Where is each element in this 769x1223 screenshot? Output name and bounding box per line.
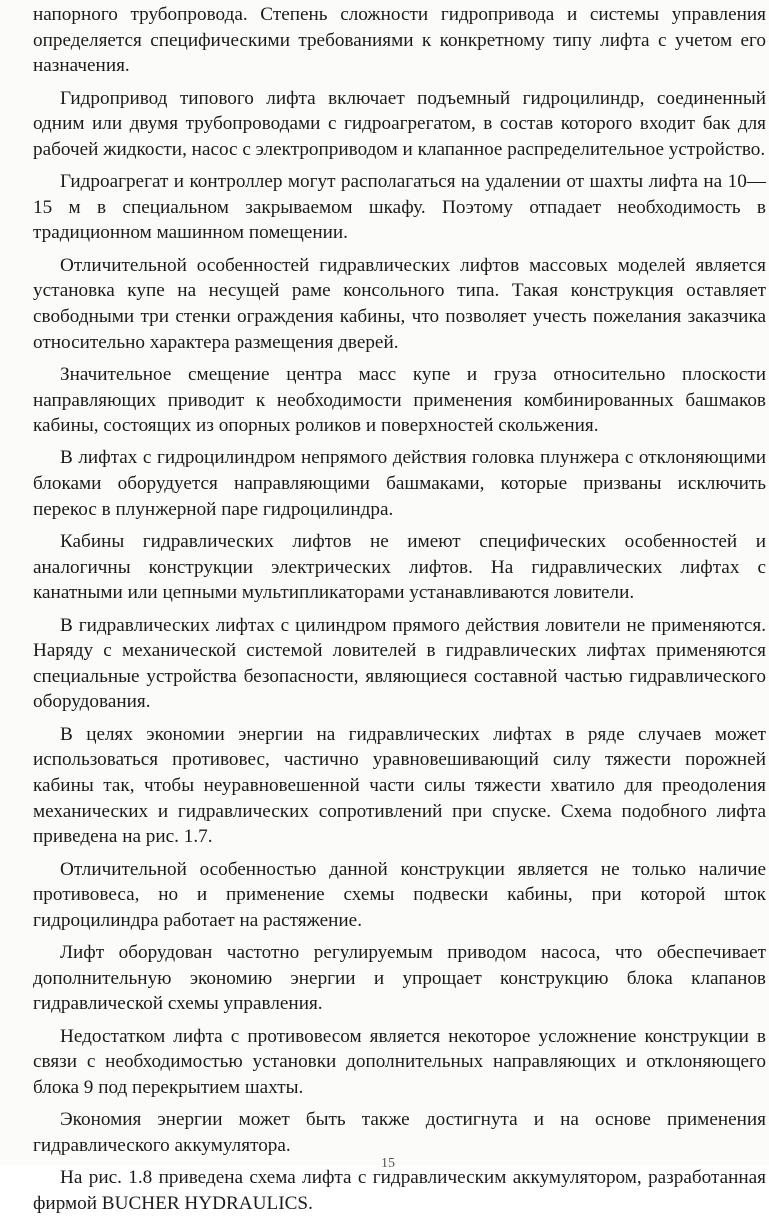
paragraph-4: Отличительной особенностей гидравлических лифтов массовых моделей является установка купе на несущей раме консольного типа. Такая конструкция оставляет свободными три стенки ограждения кабины, что позволяет учесть пожелания заказчика относительно характера размещения дверей. [33, 254, 766, 353]
paragraph-14: На рис. 1.8 приведена схема лифта с гидравлическим аккумулятором, разработанная фирмой BUCHER HYDRAULICS. [33, 1167, 766, 1214]
page-number: 15 [381, 1156, 395, 1171]
paragraph-2: Гидропривод типового лифта включает подъемный гидроцилиндр, соединенный одним или двумя трубопроводами с гидроагрегатом, в состав которого входит бак для рабочей жидкости, насос с электроприводом и клапанное распределительное устройство. [33, 87, 766, 160]
paragraph-1: напорного трубопровода. Степень сложности гидропривода и системы управления определяется специфическими требованиями к конкретному типу лифта с учетом его назначения. [33, 4, 766, 77]
body-text [33, 2, 766, 1223]
paragraph-13: Экономия энергии может быть также достигнута и на основе применения гидравлического аккумулятора. [33, 1109, 766, 1156]
paragraph-3: Гидроагрегат и контроллер могут располагаться на удалении от шахты лифта на 10—15 м в специальном закрываемом шкафу. Поэтому отпадает необходимость в традиционном машинном помещении. [33, 171, 766, 244]
paragraph-11: Лифт оборудован частотно регулируемым приводом насоса, что обеспечивает дополнительную экономию энергии и упрощает конструкцию блока клапанов гидравлической схемы управления. [33, 942, 766, 1015]
paragraph-6: В лифтах с гидроцилиндром непрямого действия головка плунжера с отклоняющими блоками оборудуется направляющими башмаками, которые призваны исключить перекос в плунжерной паре гидроцилиндра. [33, 447, 766, 520]
paragraph-12: Недостатком лифта с противовесом является некоторое усложнение конструкции в связи с необходимостью установки дополнительных направляющих и отклоняющего блока 9 под перекрытием шахты. [33, 1025, 766, 1098]
paragraph-9: В целях экономии энергии на гидравлических лифтах в ряде случаев может использоваться противовес, частично уравновешивающий силу тяжести порожней кабины так, чтобы неуравновешенной части силы тяжести хватило для преодоления механических и гидравлических сопротивлений при спуске. Схема подобного лифта приведена на рис. 1.7. [33, 723, 766, 848]
paragraph-5: Значительное смещение центра масс купе и груза относительно плоскости направляющих приводит к необходимости применения комбинированных башмаков кабины, состоящих из опорных роликов и поверхностей скольжения. [33, 363, 766, 437]
paragraph-10: Отличительной особенностью данной конструкции является не только наличие противовеса, но и применение схемы подвески кабины, при которой шток гидроцилиндра работает на растяжение. [33, 858, 766, 931]
paragraph-8: В гидравлических лифтах с цилиндром прямого действия ловители не применяются. Наряду с механической системой ловителей в гидравлических лифтах применяются специальные устройства безопасности, являющиеся составной частью гидравлического оборудования. [33, 614, 766, 713]
paragraph-7: Кабины гидравлических лифтов не имеют специфических особенностей и аналогичны конструкции электрических лифтов. На гидравлических лифтах с канатными или цепными мультипликаторами устанавливаются ловители. [33, 531, 766, 604]
